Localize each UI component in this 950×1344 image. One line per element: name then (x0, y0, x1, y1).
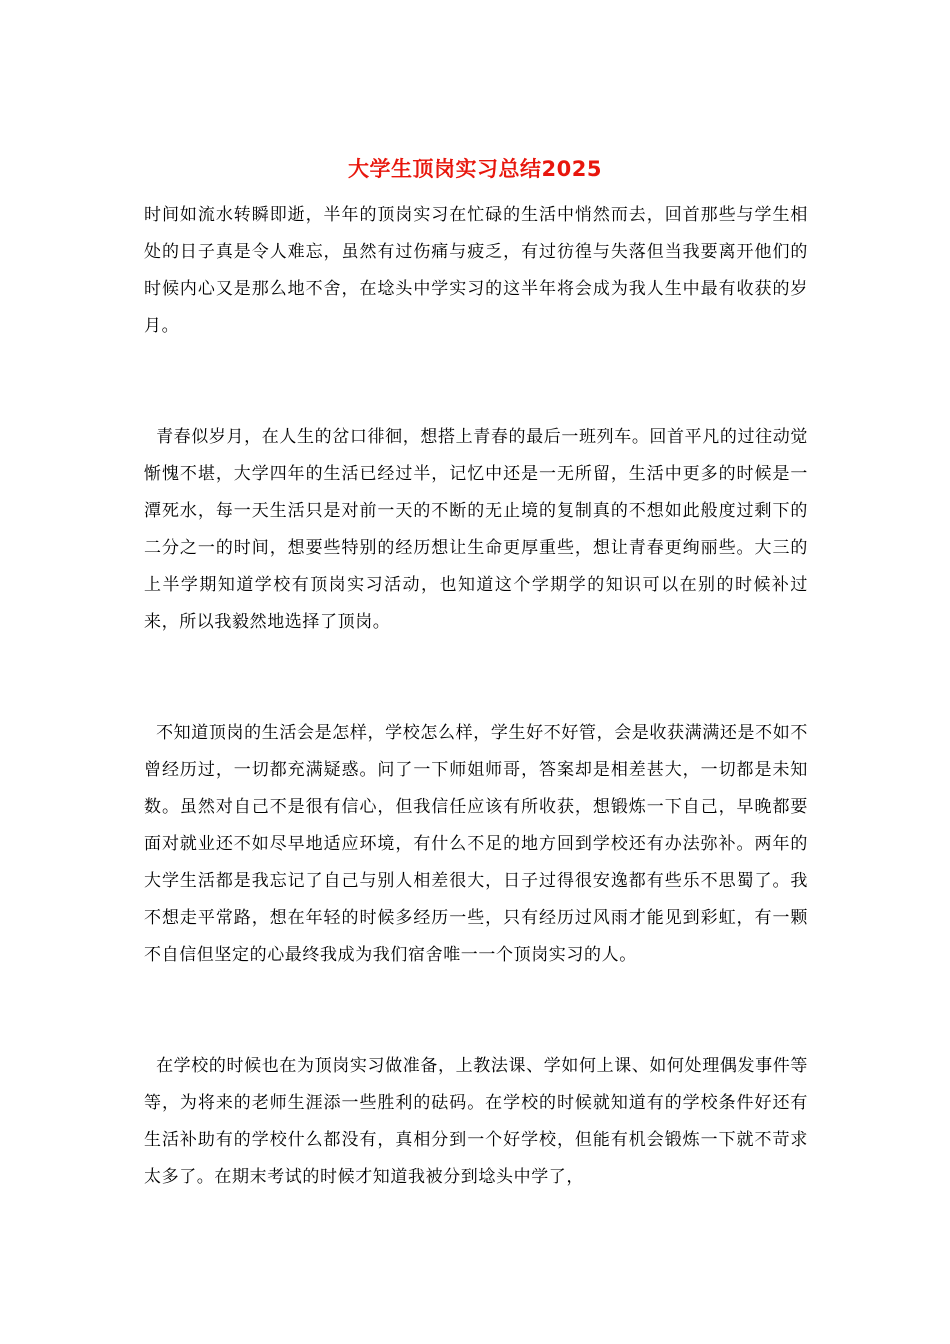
paragraph-4: 在学校的时候也在为顶岗实习做准备，上教法课、学如何上课、如何处理偶发事件等等，为将来的老师生涯添一些胜利的砝码。在学校的时候就知道有的学校条件好还有生活补助有的学校什么都没有，真相分到一个好学校，但能有机会锻炼一下就不苛求太多了。在期末考试的时候才知道我被分到埝头中学了， (144, 1056, 809, 1187)
paragraph-3: 不知道顶岗的生活会是怎样，学校怎么样，学生好不好管，会是收获满满还是不如不曾经历过，一切都充满疑惑。问了一下师姐师哥，答案却是相差甚大，一切都是未知数。虽然对自己不是很有信心，但我信任应该有所收获，想锻炼一下自己，早晚都要面对就业还不如尽早地适应环境，有什么不足的地方回到学校还有办法弥补。两年的大学生活都是我忘记了自己与别人相差很大，日子过得很安逸都有些乐不思蜀了。我不想走平常路，想在年轻的时候多经历一些，只有经历过风雨才能见到彩虹，有一颗不自信但坚定的心最终我成为我们宿舍唯一一个顶岗实习的人。 (144, 723, 809, 965)
paragraph-2: 青春似岁月，在人生的岔口徘徊，想搭上青春的最后一班列车。回首平凡的过往动觉惭愧不堪，大学四年的生活已经过半，记忆中还是一无所留，生活中更多的时候是一潭死水，每一天生活只是对前一天的不断的无止境的复制真的不想如此般度过剩下的二分之一的时间，想要些特别的经历想让生命更厚重些，想让青春更绚丽些。大三的上半学期知道学校有顶岗实习活动，也知道这个学期学的知识可以在别的时候补过来，所以我毅然地选择了顶岗。 (144, 427, 809, 632)
paragraph-1: 时间如流水转瞬即逝，半年的顶岗实习在忙碌的生活中悄然而去，回首那些与学生相处的日子真是令人难忘，虽然有过伤痛与疲乏，有过彷徨与失落但当我要离开他们的时候内心又是那么地不舍，在埝头中学实习的这半年将会成为我人生中最有收获的岁月。 (144, 205, 808, 336)
document-body (144, 197, 808, 1196)
document-title: 大学生顶岗实习总结2025 (348, 157, 602, 181)
